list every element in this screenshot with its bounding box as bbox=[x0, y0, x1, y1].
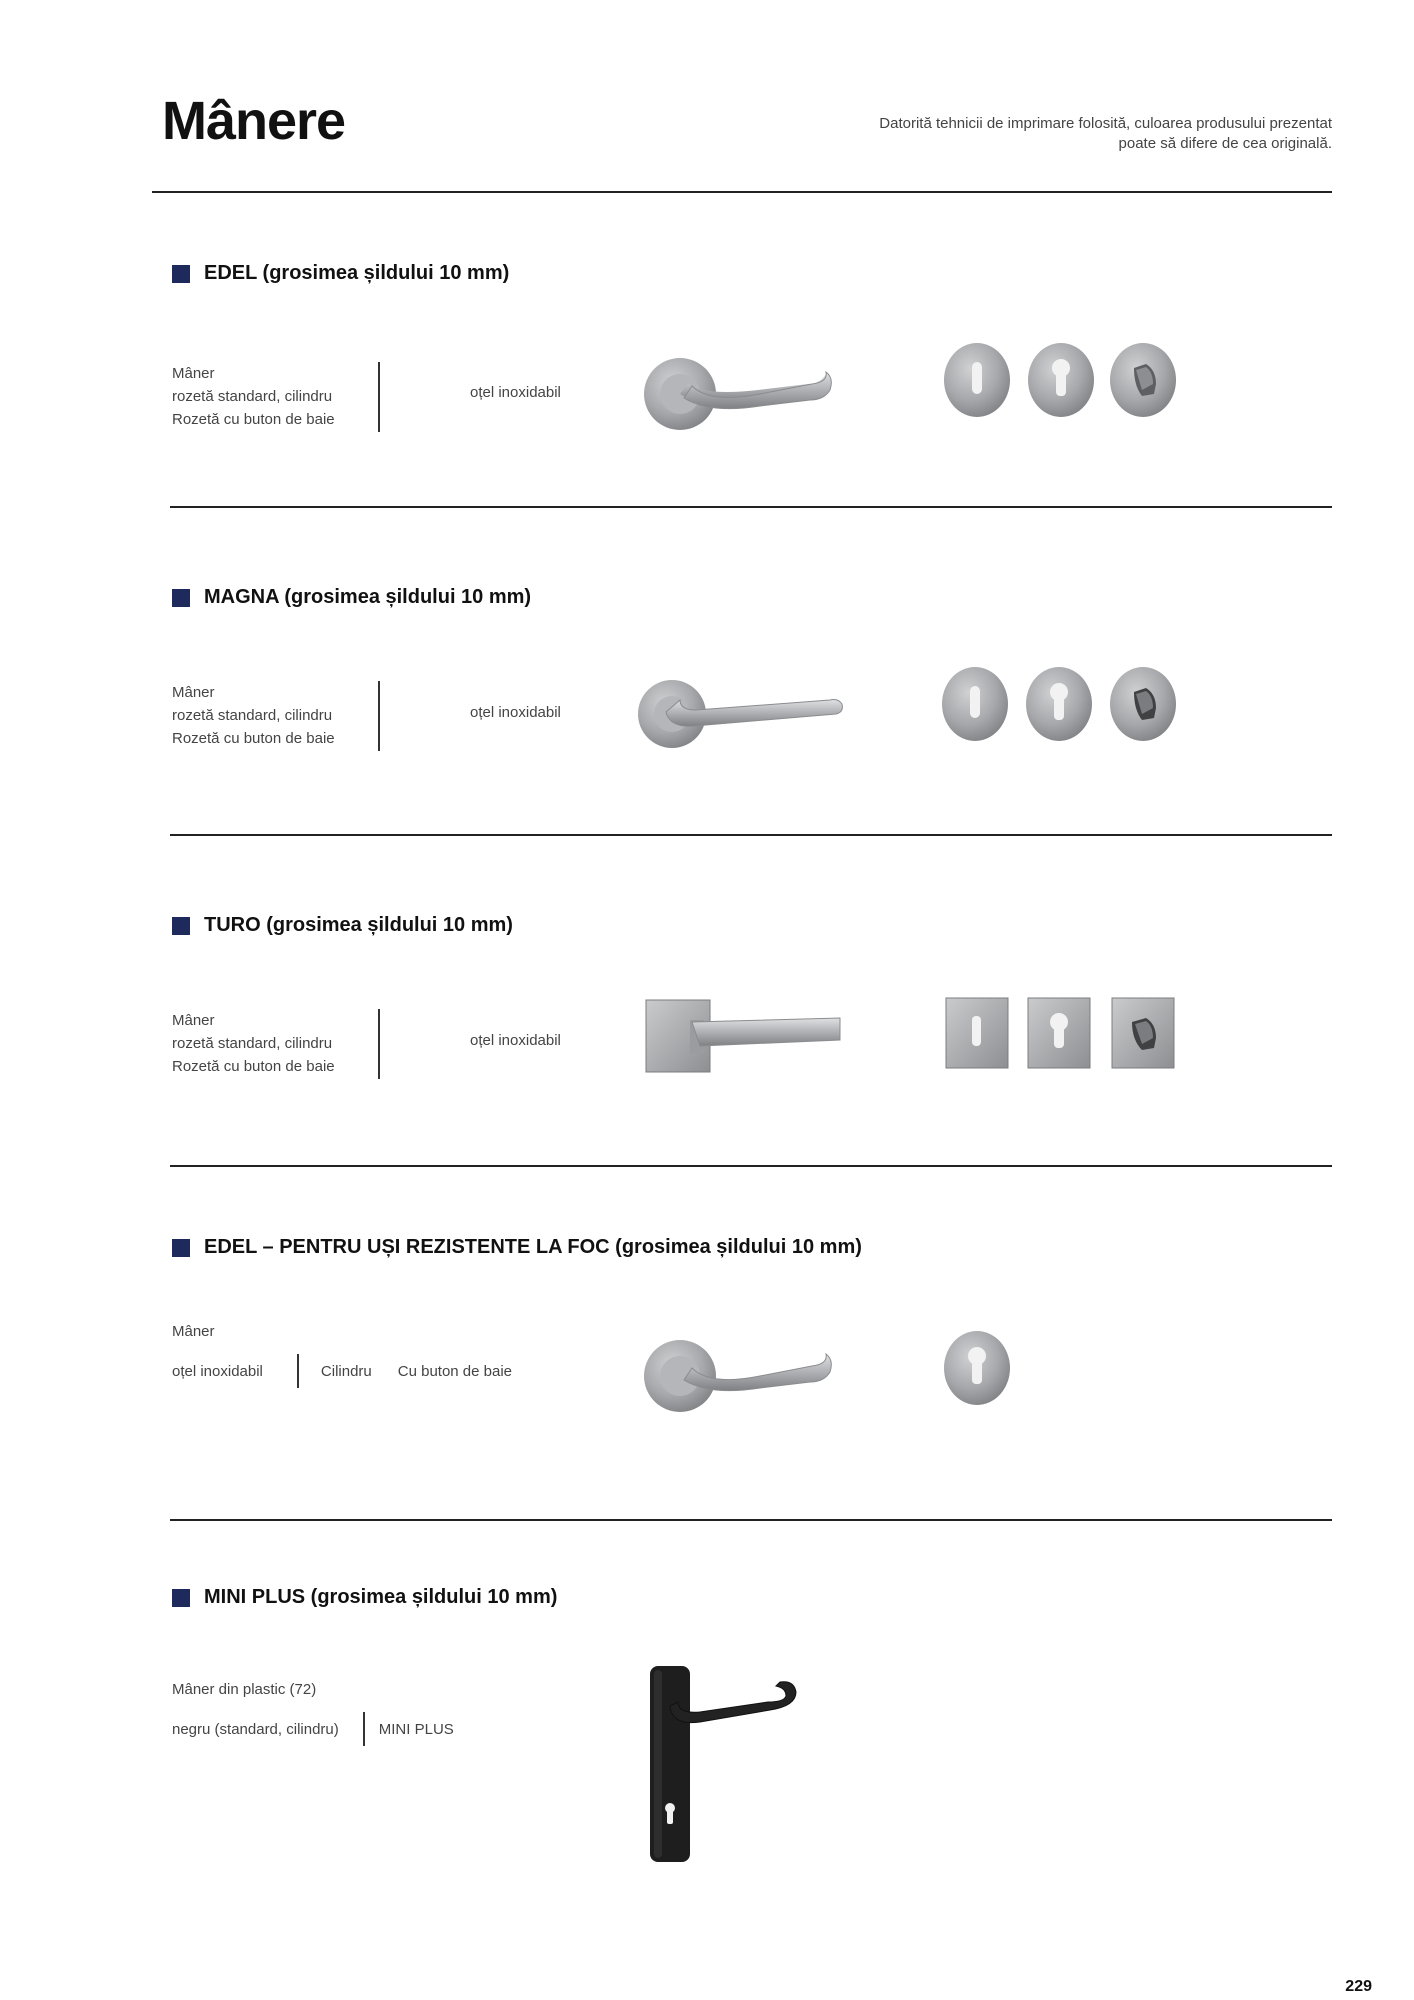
section-title: TURO (grosimea șildului 10 mm) bbox=[172, 914, 513, 937]
spec-label: Mâner bbox=[172, 1323, 215, 1340]
divider bbox=[378, 362, 380, 432]
spec-list: Mâner rozetă standard, cilindru Rozetă cu buton de baie bbox=[172, 1012, 335, 1075]
section-marker-icon bbox=[172, 1239, 190, 1257]
option-bathroom-button: Cu buton de baie bbox=[397, 1362, 513, 1380]
spec-list: Mâner rozetă standard, cilindru Rozetă cu buton de baie bbox=[172, 365, 335, 428]
section-divider bbox=[170, 834, 1332, 836]
section-divider bbox=[170, 1165, 1332, 1167]
material-label: oțel inoxidabil bbox=[470, 704, 561, 721]
rosette-cylinder-icon bbox=[940, 1328, 1014, 1408]
rosette-key-icon bbox=[940, 340, 1014, 420]
square-rosette-cylinder-icon bbox=[1022, 992, 1096, 1072]
variant-label: negru (standard, cilindru) bbox=[172, 1720, 339, 1738]
section-title: MAGNA (grosimea șildului 10 mm) bbox=[172, 586, 531, 609]
divider bbox=[297, 1354, 299, 1388]
section-marker-icon bbox=[172, 589, 190, 607]
rosette-bathroom-knob-icon bbox=[1106, 340, 1180, 420]
page-title: Mânere bbox=[162, 91, 346, 151]
section-divider bbox=[170, 1519, 1332, 1521]
section-marker-icon bbox=[172, 265, 190, 283]
header-divider bbox=[152, 191, 1332, 193]
square-rosette-bathroom-knob-icon bbox=[1106, 992, 1180, 1072]
page-number: 229 bbox=[1345, 1978, 1372, 1995]
section-title: MINI PLUS (grosimea șildului 10 mm) bbox=[172, 1586, 557, 1609]
rosette-cylinder-icon bbox=[1024, 340, 1098, 420]
spec-list: Mâner rozetă standard, cilindru Rozetă cu buton de baie bbox=[172, 684, 335, 747]
material-label: oțel inoxidabil bbox=[470, 384, 561, 401]
material-label: oțel inoxidabil bbox=[470, 1032, 561, 1049]
material-label: oțel inoxidabil bbox=[172, 1362, 263, 1380]
variant-row bbox=[172, 1712, 454, 1746]
section-marker-icon bbox=[172, 917, 190, 935]
magna-handle-image bbox=[636, 662, 846, 762]
edel-handle-image bbox=[640, 342, 840, 442]
options-row bbox=[172, 1354, 512, 1388]
section-title: EDEL (grosimea șildului 10 mm) bbox=[172, 262, 509, 285]
spec-label: Mâner din plastic (72) bbox=[172, 1681, 317, 1698]
divider bbox=[363, 1712, 365, 1746]
section-marker-icon bbox=[172, 1589, 190, 1607]
rosette-key-icon bbox=[938, 664, 1012, 744]
mini-plus-handle-image bbox=[640, 1662, 810, 1868]
section-divider bbox=[170, 506, 1332, 508]
print-disclaimer: Datorită tehnicii de imprimare folosită, culoarea produsului prezentat poate să difere de cea originală. bbox=[879, 115, 1332, 152]
rosette-cylinder-icon bbox=[1022, 664, 1096, 744]
section-title: EDEL – PENTRU UȘI REZISTENTE LA FOC (grosimea șildului 10 mm) bbox=[172, 1236, 862, 1259]
divider bbox=[378, 1009, 380, 1079]
square-rosette-key-icon bbox=[940, 992, 1014, 1072]
model-label: MINI PLUS bbox=[378, 1720, 454, 1738]
option-cylinder: Cilindru bbox=[320, 1362, 372, 1380]
divider bbox=[378, 681, 380, 751]
turo-handle-image bbox=[640, 992, 850, 1082]
edel-fire-handle-image bbox=[640, 1324, 840, 1424]
rosette-bathroom-knob-icon bbox=[1106, 664, 1180, 744]
